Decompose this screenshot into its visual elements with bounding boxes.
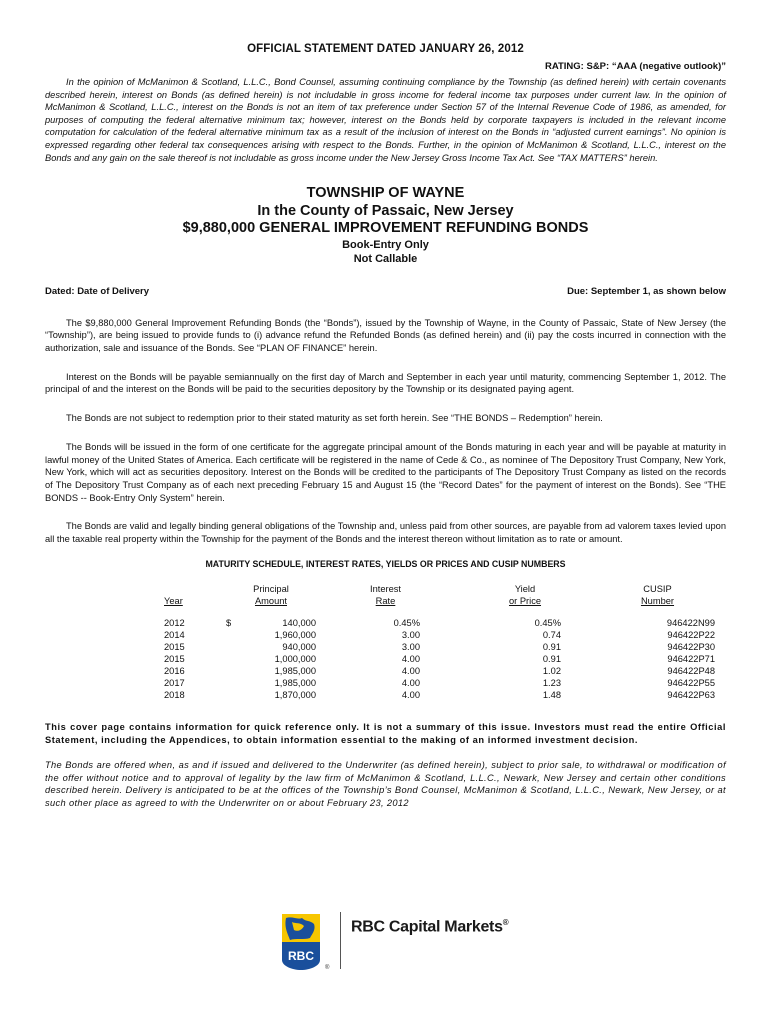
cusip-cell: 946422P55 (667, 678, 715, 689)
dateline (45, 286, 726, 297)
principal-amount-value: 1,960,000 (274, 630, 316, 641)
cusip-cell: 946422P71 (667, 654, 715, 665)
yield-cell: 1.23 (542, 678, 561, 689)
book-entry-label: Book-Entry Only (342, 238, 429, 251)
due-label: Due: September 1, as shown below (567, 285, 726, 297)
paragraph-redemption: The Bonds are not subject to redemption prior to their stated maturity as set forth herein. See “THE BONDS – Redemption” herein. (66, 413, 603, 424)
yield-cell: 0.45% (534, 618, 561, 629)
principal-amount-value: 1,870,000 (274, 690, 316, 701)
logo-divider (340, 912, 341, 969)
statement-title: OFFICIAL STATEMENT DATED JANUARY 26, 2012 (247, 43, 524, 55)
rbc-lion-shield-logo-icon (280, 912, 332, 972)
yield-cell: 0.91 (542, 654, 561, 665)
maturity-year-cell: 2015 (164, 642, 185, 653)
interest-rate-cell: 4.00 (401, 678, 420, 689)
table-row (164, 641, 720, 653)
principal-amount-value: 1,985,000 (274, 678, 316, 689)
table-row (164, 629, 720, 641)
amount-header: Amount (254, 596, 288, 607)
cusip-cell: 946422N99 (666, 618, 715, 629)
rbc-wordmark-text: RBC Capital Markets (351, 918, 503, 936)
county-title: In the County of Passaic, New Jersey (257, 202, 514, 219)
rbc-capital-markets-wordmark (351, 918, 508, 936)
principal-amount-cell (226, 665, 316, 677)
principal-amount-value: 1,000,000 (274, 654, 316, 665)
principal-amount-value: 140,000 (282, 618, 316, 629)
yield-cell: 1.02 (542, 666, 561, 677)
interest-rate-cell: 4.00 (401, 666, 420, 677)
year-header: Year (164, 596, 183, 607)
maturity-schedule-table (164, 583, 720, 702)
offering-terms: The Bonds are offered when, as and if issued and delivered to the Underwriter (as defined herein), subject to prior sale, to withdrawal or modification of the offer without notice and to approval of legality by the law firm of McManimon & Scotland, L.L.C., Newark, New Jersey and certain other conditions described herein. Delivery is anticipated to be at the offices of the Township’s Bond Counsel, McManimon & Scotland, L.L.C., Newark, New Jersey, or at such other place as agreed to with the Underwriter on or about February 23, 2012 (45, 759, 726, 808)
maturity-year-cell: 2012 (164, 618, 185, 629)
schedule-body (164, 617, 720, 701)
paragraph-interest: Interest on the Bonds will be payable semiannually on the first day of March and September in each year until maturity, commencing September 1, 2012. The principal of and the interest on the Bonds will be paid to the securities depository by the Township or its designated paying agent. (45, 371, 726, 395)
table-row (164, 677, 720, 689)
currency-symbol: $ (226, 618, 232, 629)
wordmark-trademark: ® (502, 918, 509, 927)
principal-amount-value: 940,000 (282, 642, 316, 653)
quick-reference-notice: This cover page contains information for quick reference only. It is not a summary of this issue. Investors must read the entire Official Statement, including the Appendices, to obtain information essential to the making of an informed investment decision. (45, 722, 726, 746)
principal-amount-cell (226, 641, 316, 653)
interest-rate-cell: 0.45% (393, 618, 420, 629)
callable-label: Not Callable (353, 253, 418, 266)
paragraph-security: The Bonds are valid and legally binding general obligations of the Township and, unless paid from other sources, are payable from ad valorem taxes levied upon all the taxable real property within the Township for the payment of the Bonds and the interest thereon without limitation as to rate or amount. (45, 521, 726, 545)
principal-amount-cell (226, 617, 316, 629)
maturity-year-cell: 2018 (164, 690, 185, 701)
cusip-cell: 946422P22 (667, 630, 715, 641)
official-statement-page (45, 40, 726, 810)
rate-header: Interest (369, 583, 401, 594)
yield-cell: 0.74 (542, 630, 561, 641)
principal-amount-value: 1,985,000 (274, 666, 316, 677)
maturity-year-cell: 2016 (164, 666, 185, 677)
cusip-header-bottom: Number (640, 596, 675, 607)
yield-header-bottom: or Price (508, 596, 542, 607)
cusip-header: CUSIP (643, 583, 672, 594)
paragraph-book-entry: The Bonds will be issued in the form of one certificate for the aggregate principal amount of the Bonds maturing in each year and will be payable at maturity in lawful money of the United States of America. Each certificate will be registered in the name of Cede & Co., as nominee of The Depository Trust Company, New York, New York, which will act as securities depository. Interest on the Bonds will be credited to the participants of The Depository Trust Company as listed on the records of The Depository Trust Company as of each next preceding February 15 and August 15 (the “Record Dates” for the payment of interest on the Bonds). See “THE BONDS -- Book-Entry Only System” herein. (45, 441, 726, 503)
cusip-cell: 946422P30 (667, 642, 715, 653)
logo-trademark-mark: ® (325, 965, 330, 971)
bond-counsel-opinion: In the opinion of McManimon & Scotland, L.L.C., Bond Counsel, assuming continuing compliance by the Township (as defined herein) with certain covenants described herein, interest on Bonds (as defined herein) is not includable in gross income for federal income tax purposes under current law. In the opinion of McManimon & Scotland, L.L.C., interest on the Bonds is not an item of tax preference under Section 57 of the Internal Revenue Code of 1986, as amended, for purposes of computing the federal alternative minimum tax; however, interest on the Bonds held by corporate taxpayers is included in the relevant income computation for calculation of the federal alternative minimum tax as a result of the inclusion of interest on the Bonds in “adjusted current earnings”. No opinion is expressed regarding other federal tax consequences arising with respect to the Bonds. Further, in the opinion of McManimon & Scotland, L.L.C., interest on the Bonds and any gain on the sale thereof is not includable as gross income under the New Jersey Gross Income Tax Act. See “TAX MATTERS” herein. (45, 77, 726, 163)
interest-rate-cell: 3.00 (401, 630, 420, 641)
table-row (164, 689, 720, 701)
yield-cell: 0.91 (542, 642, 561, 653)
table-row (164, 617, 720, 629)
yield-cell: 1.48 (542, 690, 561, 701)
dated-label: Dated: Date of Delivery (45, 285, 150, 297)
interest-rate-cell: 4.00 (401, 690, 420, 701)
principal-amount-cell (226, 653, 316, 665)
cusip-cell: 946422P63 (667, 690, 715, 701)
principal-amount-cell (226, 629, 316, 641)
yield-header: Yield (514, 583, 536, 594)
paragraph-purpose: The $9,880,000 General Improvement Refunding Bonds (the “Bonds”), issued by the Township of Wayne, in the County of Passaic, State of New Jersey (the “Township”), are being issued to provide funds to (i) advance refund the Refunded Bonds (as defined herein) and (ii) pay the costs incurred in connection with the authorization, sale and issuance of the Bonds. See “PLAN OF FINANCE” herein. (45, 317, 726, 354)
principal-header: Principal (253, 583, 289, 594)
principal-amount-cell (226, 689, 316, 701)
issue-title: $9,880,000 GENERAL IMPROVEMENT REFUNDING BONDS (182, 220, 589, 237)
interest-rate-cell: 4.00 (401, 654, 420, 665)
rate-header-bottom: Rate (375, 596, 396, 607)
cusip-cell: 946422P48 (667, 666, 715, 677)
maturity-year-cell: 2017 (164, 678, 185, 689)
rbc-brand-text: RBC (288, 949, 314, 963)
maturity-year-cell: 2015 (164, 654, 185, 665)
maturity-year-cell: 2014 (164, 630, 185, 641)
table-row (164, 653, 720, 665)
schedule-title: MATURITY SCHEDULE, INTEREST RATES, YIELDS OR PRICES AND CUSIP NUMBERS (205, 558, 566, 569)
interest-rate-cell: 3.00 (401, 642, 420, 653)
issuer-title: TOWNSHIP OF WAYNE (306, 185, 465, 202)
table-header-row-bottom (164, 595, 720, 607)
table-row (164, 665, 720, 677)
rating-line: RATING: S&P: “AAA (negative outlook)” (544, 61, 726, 72)
table-header-row-top (164, 583, 720, 595)
title-block (45, 185, 726, 267)
principal-amount-cell (226, 677, 316, 689)
